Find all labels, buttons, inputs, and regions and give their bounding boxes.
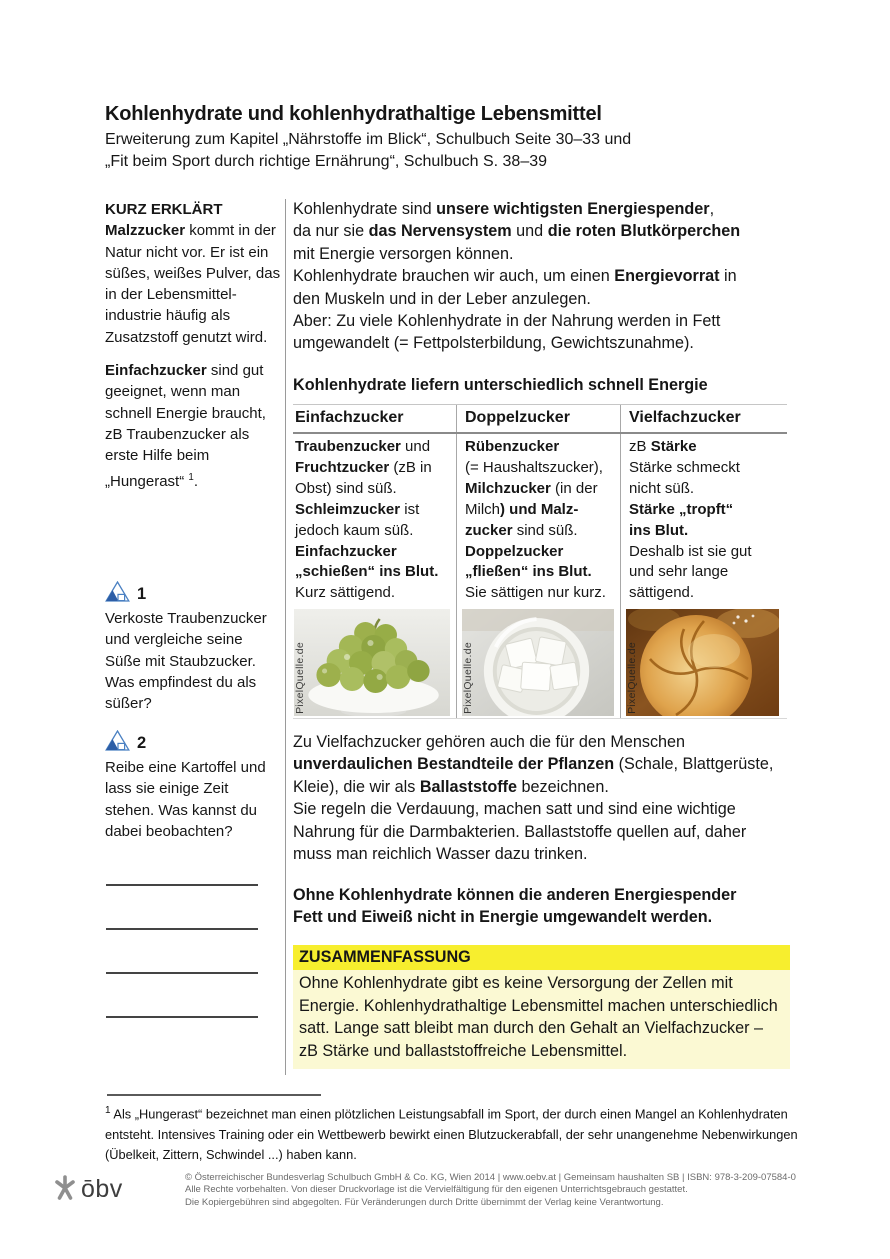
copyright-line-3: Die Kopiergebühren sind abgegolten. Für Veränderungen durch Dritte übernimmt der Verlag keine Verantwortung. (185, 1196, 664, 1208)
table-header-row (293, 404, 787, 434)
oebv-logo (54, 1174, 123, 1205)
table-image-row (293, 607, 787, 719)
cell-doppelzucker: Rübenzucker (= Haushaltszucker), Milchzucker (in der Milch) und Malz- zucker sind süß. Doppelzucker „fließen“ ins Blut. Sie sättigen nur kurz. (457, 434, 621, 607)
sugar-cubes-photo (462, 609, 614, 716)
column-divider (285, 199, 286, 1075)
summary-heading: ZUSAMMENFASSUNG (293, 945, 790, 970)
page-title: Kohlenhydrate und kohlenhydrathaltige Lebensmittel (105, 103, 602, 125)
triangle-exercise-icon (105, 581, 130, 608)
kurz-erklaert-box (105, 199, 287, 492)
cell-einfachzucker: Traubenzucker und Fruchtzucker (zB in Obst) sind süß. Schleimzucker ist jedoch kaum süß. Einfachzucker „schießen“ ins Blut. Kurz sättigend. (293, 434, 457, 607)
answer-line (106, 884, 258, 886)
summary-body: Ohne Kohlenhydrate gibt es keine Versorgung der Zellen mit Energie. Kohlenhydrathaltige Lebensmittel machen unterschiedlich satt. Lange satt bleibt man durch den Gehalt an Vielfachzucker – zB Stärke und ballaststoffreiche Lebensmittel. (293, 970, 790, 1069)
oebv-logo-icon (54, 1174, 76, 1205)
kurz-erklaert-heading: KURZ ERKLÄRT (105, 201, 223, 218)
grapes-cell (293, 607, 457, 718)
answer-line (106, 1016, 258, 1018)
exercise-1-number: 1 (137, 585, 147, 604)
footnote-divider (107, 1094, 321, 1096)
watermark-text: PixelQuelle.de (294, 642, 306, 715)
exercise-2 (105, 733, 287, 842)
watermark-text: PixelQuelle.de (626, 642, 638, 715)
summary-box (293, 945, 790, 1069)
bread-roll-cell (621, 607, 785, 718)
copyright-line-2: Alle Rechte vorbehalten. Von dieser Druckvorlage ist die Vervielfältigung für den eigenen Unterrichtsgebrauch gestattet. (185, 1184, 688, 1196)
ballaststoffe-paragraph: Zu Vielfachzucker gehören auch die für den Menschen unverdaulichen Bestandteile der Pflanzen (Schale, Blattgerüste, Kleie), die wir als Ballaststoffe bezeichnen. Sie regeln die Verdauung, machen satt und sind eine wichtige Nahrung für die Darmbakterien. Ballaststoffe quellen auf, daher muss man reichlich Wasser dazu trinken. (293, 733, 774, 864)
column-header-einfachzucker: Einfachzucker (293, 405, 457, 432)
exercise-1 (105, 584, 287, 714)
exercise-1-header (105, 584, 287, 606)
intro-paragraph: Kohlenhydrate sind unsere wichtigsten Energiespender, da nur sie das Nervensystem und die roten Blutkörperchen mit Energie versorgen können. Kohlenhydrate brauchen wir auch, um einen Energievorrat in den Muskeln und in der Leber anzulegen. Aber: Zu viele Kohlenhydrate in der Nahrung werden in Fett umgewandelt (= Fettpolsterbildung, Gewichtszunahme). (293, 200, 741, 353)
exercise-2-text: Reibe eine Kartoffel und lass sie einige Zeit stehen. Was kannst du dabei beobachten? (105, 759, 266, 840)
bread-roll-photo (626, 609, 779, 716)
sugar-cubes-cell (457, 607, 621, 718)
table-title: Kohlenhydrate liefern unterschiedlich schnell Energie (293, 376, 708, 394)
footnote-text: $^1$ Als „Hungerast“ bezeichnet man einen plötzlichen Leistungsabfall im Sport, der durch einen Mangel an Kohlenhydraten entsteht. Intensives Training oder ein Wettbewerb bewirkt einen Blutzuckerabfall, der sehr unangenehme Nebenwirkungen (Übelkeit, Zittern, Schwindel ...) haben kann. (105, 1105, 798, 1163)
copyright-text (185, 1172, 835, 1209)
watermark-text: PixelQuelle.de (462, 642, 474, 715)
ohne-kohlenhydrate-statement: Ohne Kohlenhydrate können die anderen Energiespender Fett und Eiweiß nicht in Energie umgewandelt werden. (293, 886, 737, 927)
grapes-photo (294, 609, 450, 716)
exercise-2-number: 2 (137, 734, 147, 753)
title-block (105, 101, 745, 173)
exercise-2-header (105, 733, 287, 755)
column-header-doppelzucker: Doppelzucker (457, 405, 621, 432)
answer-line (106, 928, 258, 930)
table-body-row (293, 434, 787, 607)
copyright-line-1: © Österreichischer Bundesverlag Schulbuch GmbH & Co. KG, Wien 2014 | www.oebv.at | Gemeinsam haushalten SB | ISBN: 978-3-209-07584-0 (185, 1172, 796, 1183)
answer-line (106, 972, 258, 974)
page-subtitle (105, 129, 745, 173)
cell-vielfachzucker: zB Stärke Stärke schmeckt nicht süß. Stärke „tropft“ ins Blut. Deshalb ist sie gut und sehr lange sättigend. (629, 438, 752, 602)
exercise-1-text: Verkoste Traubenzucker und vergleiche seine Süße mit Staubzucker. Was empfindest du als süßer? (105, 610, 267, 713)
triangle-exercise-icon (105, 730, 130, 757)
malzzucker-paragraph: Malzzucker kommt in der Natur nicht vor. Er ist ein süßes, weißes Pulver, das in der Lebensmittel- industrie häufig als Zusatzstoff genutzt wird. (105, 222, 281, 346)
column-header-vielfachzucker: Vielfachzucker (629, 409, 741, 426)
subtitle-line-1: Erweiterung zum Kapitel „Nährstoffe im Blick“, Schulbuch Seite 30–33 und (105, 131, 632, 148)
einfachzucker-paragraph: Einfachzucker sind gut geeignet, wenn man schnell Energie braucht, zB Traubenzucker als erste Hilfe beim „Hungerast“ $^1$. (105, 362, 266, 490)
subtitle-line-2: „Fit beim Sport durch richtige Ernährung“, Schulbuch S. 38–39 (105, 153, 548, 170)
oebv-logo-text: ōbv (81, 1175, 123, 1203)
sugar-types-table (293, 404, 787, 719)
